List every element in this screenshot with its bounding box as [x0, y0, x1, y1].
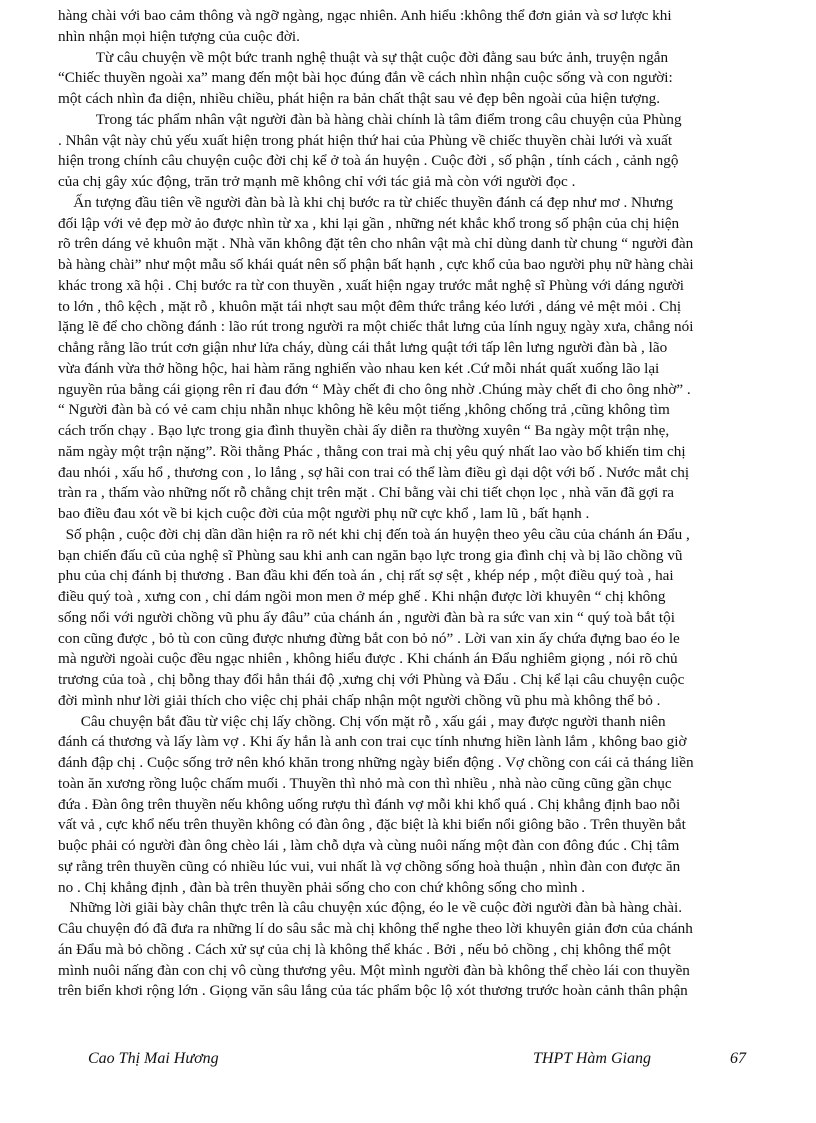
text-line: vừa đánh vừa thở hồng hộc, hai hàm răng nghiến vào nhau ken két .Cứ mỗi nhát quất xuống lão lại [58, 359, 660, 377]
text-line: sự rằng trên thuyền cũng có nhiều lúc vui, vui nhất là vợ chồng sống hoà thuận , nhìn đàn con được ăn [58, 857, 681, 875]
text-line: Câu chuyện đó đã đưa ra những lí do sâu sắc mà chị không thể nghe theo lời khuyên giản đơn của chánh [58, 920, 693, 937]
text-line: năm ngày một trận nặng”. Rồi thằng Phác , thằng con trai mà chị yêu quý nhất lao vào bố khiến tim chị [58, 442, 686, 460]
page-number: 67 [730, 1050, 746, 1067]
text-line: nhìn nhận mọi hiện tượng của cuộc đời. [58, 27, 300, 45]
text-line: bà hàng chài” như một mẫu số khái quát nên số phận bất hạnh , cực khổ của bao người phụ nữ hàng chài [58, 256, 694, 273]
footer-author: Cao Thị Mai Hương [88, 1050, 219, 1067]
text-line: đánh cá thương và lấy làm vợ . Khi ấy hắn là anh con trai cục tính nhưng hiền lành lắm , không bao giờ [58, 733, 687, 751]
text-line: án Đẩu mà bỏ chồng . Cách xử sự của chị là không thể khác . Bởi , nếu bỏ chồng , chị không thể một [58, 940, 671, 958]
text-line: tràn ra , thấm vào những nốt rỗ chằng chịt trên mặt . Chỉ bằng vài chi tiết chọn lọc , nhà văn đã gợi ra [58, 484, 674, 502]
text-line: Những lời giãi bày chân thực trên là câu chuyện xúc động, éo le về cuộc đời người đàn bà hàng chài. [58, 899, 683, 917]
text-line: của chị gây xúc động, trăn trở mạnh mẽ không chỉ với tác giả mà còn với người đọc . [58, 173, 576, 190]
text-line: lặng lẽ để cho chồng đánh : lão rút trong người ra một chiếc thắt lưng của lính nguỵ ngày xưa, chẳng nói [58, 318, 694, 336]
text-line: đối lập với vẻ đẹp mờ ảo được nhìn từ xa , khi lại gần , những nét khắc khổ trong số phận của chị hiện [58, 214, 680, 232]
text-line: Ấn tượng đầu tiên về người đàn bà là khi chị bước ra từ chiếc thuyền đánh cá đẹp như mơ . Nhưng [58, 193, 674, 211]
text-line: đánh đập chị . Cuộc sống trở nên khó khăn trong những ngày biển động . Vợ chồng con cái cả tháng liền [58, 754, 694, 771]
text-line: Câu chuyện bắt đầu từ việc chị lấy chồng. Chị vốn mặt rỗ , xấu gái , may được người thanh niên [58, 712, 666, 730]
text-line: bao điều đau xót về bi kịch cuộc đời của một người phụ nữ cực khổ , lam lũ , bất hạnh . [58, 505, 590, 522]
text-line: chẳng rằng lão trút cơn giận như lửa cháy, dùng cái thắt lưng quật tới tấp lên lưng người đàn bà , lão [58, 339, 668, 356]
text-line: cách trốn chạy . Bạo lực trong gia đình thuyền chài ấy diễn ra thường xuyên “ Ba ngày một trận nhẹ, [58, 422, 670, 439]
text-line: “Chiếc thuyền ngoài xa” mang đến một bài học đúng đắn về cách nhìn nhận cuộc sống và con người: [58, 69, 673, 87]
text-line: khác trong xã hội . Chị bước ra từ con thuyền , xuất hiện ngay trước mắt nghệ sĩ Phùng với dáng người [58, 276, 685, 294]
text-line: một cách nhìn đa diện, nhiều chiều, phát hiện ra bản chất thật sau vẻ đẹp bên ngoài của hiện tượng. [58, 90, 661, 107]
text-line: mà người ngoài cuộc đều ngạc nhiên , không hiểu được . Khi chánh án Đẩu nghiêm giọng , nói rõ chủ [58, 650, 678, 668]
text-line: trương của toà , chị bỗng thay đổi hẳn thái độ ,xưng chị với Phùng và Đẩu . Chị kể lại câu chuyện cuộc [58, 671, 685, 688]
text-line: trên biển khơi rộng lớn . Giọng văn sâu lắng của tác phẩm bộc lộ xót thương trước hoàn cảnh thân phận [58, 982, 688, 1000]
text-line: hàng chài với bao cảm thông và ngỡ ngàng, ngạc nhiên. Anh hiểu :không thể đơn giản và sơ lược khi [58, 7, 672, 24]
text-line: no . Chị khẳng định , đàn bà trên thuyền phải sống cho con chứ không sống cho mình . [58, 878, 586, 896]
text-line: Từ câu chuyện về một bức tranh nghệ thuật và sự thật cuộc đời đằng sau bức ảnh, truyện ngắn [58, 48, 669, 66]
text-line: điều quý toà , xưng con , chỉ dám ngồi mon men ở mép ghế . Khi nhận được lời khuyên “ chị không [58, 588, 666, 605]
document-body [58, 6, 764, 1002]
text-line: nguyền rủa bằng cái giọng rên rỉ đau đớn “ Mày chết đi cho ông nhờ .Chúng mày chết đi cho ông nhờ” . [58, 380, 691, 398]
text-line: to lớn , thô kệch , mặt rỗ , khuôn mặt tái nhợt sau một đêm thức trắng kéo lưới , dáng vẻ mệt mỏi . Chị [58, 297, 682, 315]
text-line: bạn chiến đấu cũ của nghệ sĩ Phùng sau khi anh can ngăn bạo lực trong gia đình chị và bị lão chồng vũ [58, 546, 683, 564]
text-line: đời mình như lời giải thích cho việc chị phải chấp nhận một người chồng vũ phu mà không thể bỏ . [58, 691, 661, 709]
text-line: mình nuôi nấng đàn con chị vô cùng thương yêu. Một mình người đàn bà không thể chèo lái con thuyền [58, 961, 690, 979]
text-line: vất vả , cực khổ nếu trên thuyền không có đàn ông , đặc biệt là khi biển nổi giông bão . Trên thuyền bắt [58, 816, 686, 834]
text-line: Trong tác phẩm nhân vật người đàn bà hàng chài chính là tâm điểm trong câu chuyện của Phùng [58, 110, 682, 128]
footer-school: THPT Hàm Giang [533, 1050, 651, 1067]
text-line: rõ trên dáng vẻ khuôn mặt . Nhà văn không đặt tên cho nhân vật mà chỉ dùng danh từ chung “ người đàn [58, 235, 694, 253]
text-line: “ Người đàn bà có vẻ cam chịu nhẫn nhục không hề kêu một tiếng ,không chống trả ,cũng không tìm [58, 401, 670, 419]
text-line: con cũng được , bỏ tù con cũng được nhưng đừng bắt con bỏ nó” . Lời van xin ấy chứa đựng bao éo le [58, 629, 680, 647]
text-line: đứa . Đàn ông trên thuyền nếu không uống rượu thì đánh vợ mỗi khi khổ quá . Chị khẳng định bao nỗi [58, 795, 681, 813]
text-line: buộc phải có người đàn ông chèo lái , làm chỗ dựa và cùng nuôi nấng một đàn con đông đúc . Chị tâm [58, 837, 680, 854]
text-line: toàn ăn xương rồng luộc chấm muối . Thuyền thì nhỏ mà con thì nhiều , nhà nào cũng cũng gần chục [58, 774, 672, 792]
text-line: sống nổi với người chồng vũ phu ấy đâu” của chánh án , người đàn bà ra sức van xin “ quý toà bắt tội [58, 608, 675, 626]
text-line: hiện trong chính câu chuyện cuộc đời chị kể ở toà án huyện . Cuộc đời , số phận , tính cách , cảnh ngộ [58, 152, 679, 170]
page-footer [0, 1050, 816, 1074]
text-line: phu của chị đánh bị thương . Ban đầu khi đến toà án , chị rất sợ sệt , khép nép , một điều quý toà , hai [58, 567, 674, 585]
text-line: Số phận , cuộc đời chị dần dần hiện ra rõ nét khi chị đến toà án huyện theo yêu cầu của chánh án Đẩu , [58, 525, 690, 543]
text-line: đau nhói , xấu hổ , thương con , lo lắng , sợ hãi con trai có thể làm điều gì dại dột với bố . Nước mắt chị [58, 463, 690, 481]
text-line: . Nhân vật này chủ yếu xuất hiện trong phát hiện thứ hai của Phùng về chiếc thuyền chài lưới và xuất [58, 131, 673, 149]
